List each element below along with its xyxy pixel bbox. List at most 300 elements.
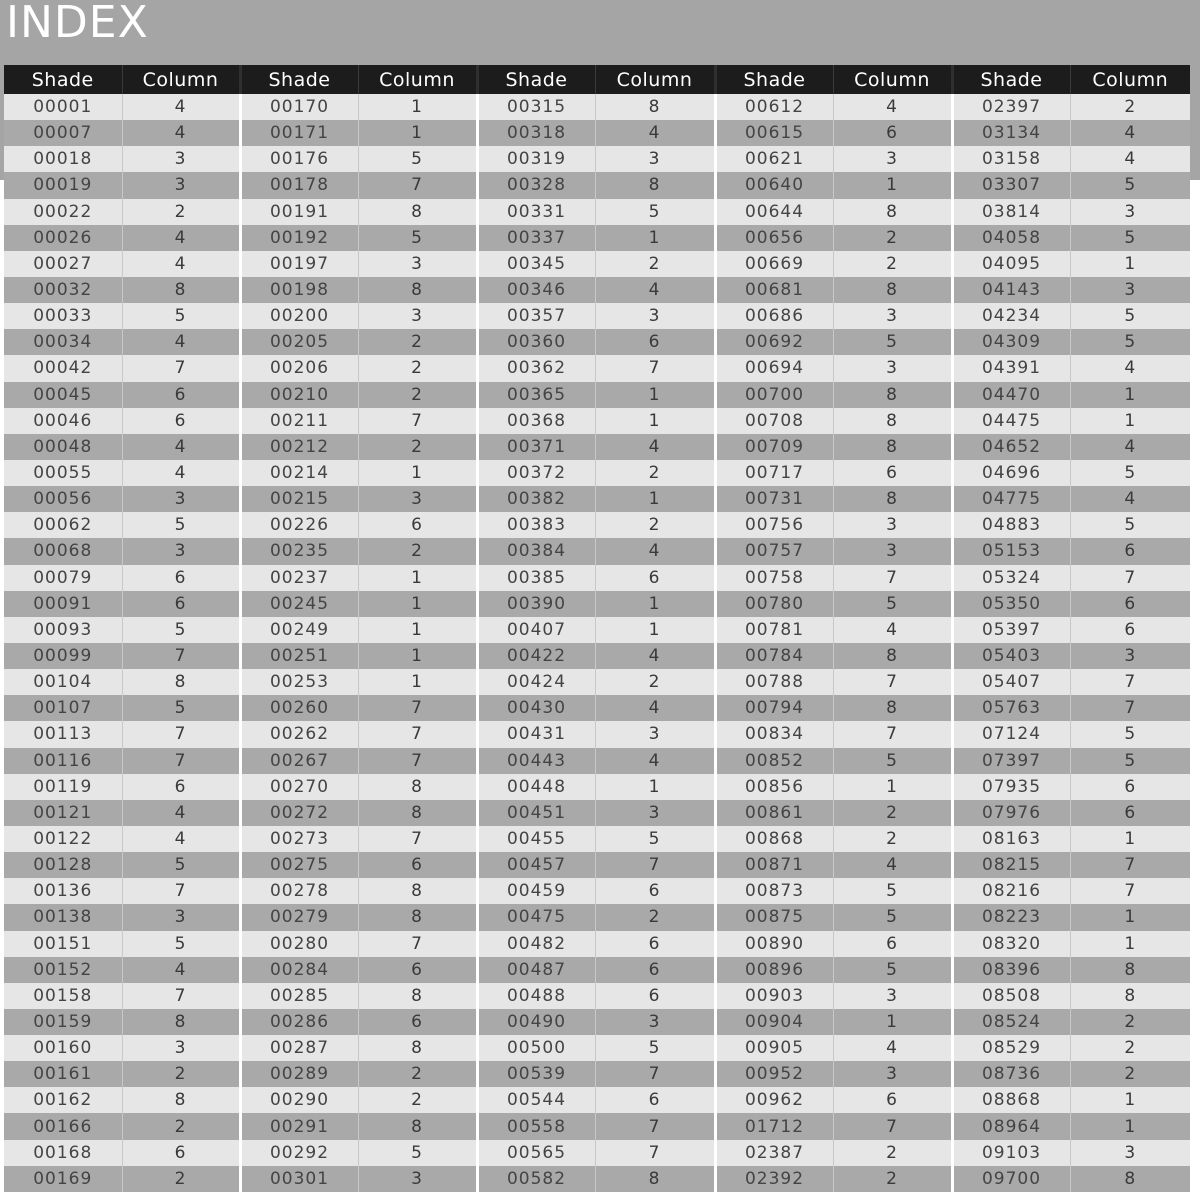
shade-cell: 08216 [952, 878, 1070, 904]
column-cell: 8 [833, 695, 952, 721]
shade-cell: 00270 [240, 774, 358, 800]
shade-cell: 00200 [240, 303, 358, 329]
shade-cell: 00169 [4, 1166, 122, 1192]
column-cell: 2 [595, 904, 715, 930]
column-cell: 6 [595, 1087, 715, 1113]
column-cell: 6 [1070, 617, 1190, 643]
shade-cell: 00301 [240, 1166, 358, 1192]
shade-cell: 00055 [4, 460, 122, 486]
shade-cell: 00475 [477, 904, 595, 930]
shade-cell: 04391 [952, 355, 1070, 381]
column-cell: 5 [595, 1035, 715, 1061]
column-cell: 3 [833, 303, 952, 329]
column-cell: 8 [358, 983, 477, 1009]
table-row [4, 172, 1190, 198]
column-cell: 8 [358, 199, 477, 225]
table-row [4, 617, 1190, 643]
column-cell: 2 [1070, 1061, 1190, 1087]
shade-cell: 00337 [477, 225, 595, 251]
column-cell: 1 [1070, 382, 1190, 408]
header-shade: Shade [477, 65, 595, 94]
shade-cell: 00694 [715, 355, 833, 381]
shade-cell: 00278 [240, 878, 358, 904]
column-cell: 5 [358, 146, 477, 172]
header-shade: Shade [4, 65, 122, 94]
column-cell: 8 [358, 904, 477, 930]
header-column: Column [1070, 65, 1190, 94]
column-cell: 7 [358, 408, 477, 434]
column-cell: 4 [122, 434, 240, 460]
shade-cell: 00210 [240, 382, 358, 408]
shade-cell: 00875 [715, 904, 833, 930]
column-cell: 7 [833, 1113, 952, 1139]
column-cell: 4 [122, 957, 240, 983]
column-cell: 2 [358, 1061, 477, 1087]
column-cell: 2 [595, 251, 715, 277]
column-cell: 5 [1070, 460, 1190, 486]
shade-cell: 00360 [477, 329, 595, 355]
column-cell: 4 [833, 852, 952, 878]
shade-cell: 00161 [4, 1061, 122, 1087]
column-cell: 3 [1070, 1140, 1190, 1166]
column-cell: 7 [122, 643, 240, 669]
table-row [4, 512, 1190, 538]
shade-cell: 00212 [240, 434, 358, 460]
column-cell: 2 [1070, 1009, 1190, 1035]
shade-cell: 00032 [4, 277, 122, 303]
column-cell: 2 [358, 1087, 477, 1113]
column-cell: 4 [122, 460, 240, 486]
shade-cell: 04775 [952, 486, 1070, 512]
shade-cell: 00093 [4, 617, 122, 643]
shade-cell: 00046 [4, 408, 122, 434]
column-cell: 2 [833, 1140, 952, 1166]
shade-cell: 00018 [4, 146, 122, 172]
column-cell: 4 [833, 1035, 952, 1061]
table-row [4, 408, 1190, 434]
shade-cell: 00151 [4, 931, 122, 957]
column-cell: 4 [595, 643, 715, 669]
column-cell: 3 [122, 146, 240, 172]
table-row [4, 878, 1190, 904]
shade-cell: 04883 [952, 512, 1070, 538]
column-cell: 7 [358, 172, 477, 198]
table-body [4, 94, 1190, 1192]
shade-cell: 00328 [477, 172, 595, 198]
column-cell: 3 [358, 1166, 477, 1192]
column-cell: 7 [358, 721, 477, 747]
shade-cell: 00113 [4, 721, 122, 747]
column-cell: 2 [122, 1061, 240, 1087]
shade-cell: 08320 [952, 931, 1070, 957]
column-cell: 3 [833, 1061, 952, 1087]
column-cell: 5 [1070, 512, 1190, 538]
column-cell: 8 [833, 199, 952, 225]
column-cell: 3 [1070, 199, 1190, 225]
shade-cell: 07935 [952, 774, 1070, 800]
column-cell: 7 [595, 1061, 715, 1087]
column-cell: 2 [358, 382, 477, 408]
shade-cell: 00273 [240, 826, 358, 852]
column-cell: 5 [833, 591, 952, 617]
column-cell: 2 [358, 434, 477, 460]
column-cell: 6 [358, 852, 477, 878]
column-cell: 4 [595, 120, 715, 146]
shade-cell: 00215 [240, 486, 358, 512]
shade-cell: 00868 [715, 826, 833, 852]
column-cell: 4 [595, 695, 715, 721]
column-cell: 3 [358, 251, 477, 277]
shade-cell: 00315 [477, 94, 595, 120]
shade-cell: 00612 [715, 94, 833, 120]
shade-cell: 00780 [715, 591, 833, 617]
shade-cell: 09103 [952, 1140, 1070, 1166]
table-row [4, 355, 1190, 381]
shade-cell: 00318 [477, 120, 595, 146]
shade-cell: 00291 [240, 1113, 358, 1139]
column-cell: 7 [833, 669, 952, 695]
shade-cell: 02397 [952, 94, 1070, 120]
column-cell: 6 [595, 957, 715, 983]
shade-cell: 08508 [952, 983, 1070, 1009]
column-cell: 1 [595, 591, 715, 617]
shade-cell: 00159 [4, 1009, 122, 1035]
shade-cell: 00166 [4, 1113, 122, 1139]
column-cell: 8 [833, 408, 952, 434]
column-cell: 4 [122, 94, 240, 120]
shade-cell: 00267 [240, 748, 358, 774]
shade-cell: 00138 [4, 904, 122, 930]
column-cell: 7 [1070, 669, 1190, 695]
shade-cell: 04058 [952, 225, 1070, 251]
shade-cell: 04652 [952, 434, 1070, 460]
shade-cell: 05763 [952, 695, 1070, 721]
column-cell: 2 [122, 1166, 240, 1192]
shade-cell: 00099 [4, 643, 122, 669]
column-cell: 2 [358, 355, 477, 381]
shade-cell: 00160 [4, 1035, 122, 1061]
column-cell: 7 [122, 878, 240, 904]
shade-cell: 00178 [240, 172, 358, 198]
column-cell: 8 [595, 1166, 715, 1192]
column-cell: 7 [595, 852, 715, 878]
shade-cell: 05403 [952, 643, 1070, 669]
shade-cell: 00582 [477, 1166, 595, 1192]
column-cell: 3 [595, 721, 715, 747]
column-cell: 5 [1070, 329, 1190, 355]
column-cell: 2 [833, 826, 952, 852]
shade-cell: 00544 [477, 1087, 595, 1113]
table-row [4, 303, 1190, 329]
table-row [4, 1009, 1190, 1035]
shade-cell: 00781 [715, 617, 833, 643]
column-cell: 3 [595, 303, 715, 329]
shade-cell: 00206 [240, 355, 358, 381]
column-cell: 4 [122, 329, 240, 355]
shade-cell: 00871 [715, 852, 833, 878]
shade-cell: 04309 [952, 329, 1070, 355]
shade-cell: 00062 [4, 512, 122, 538]
column-cell: 8 [833, 643, 952, 669]
shade-cell: 00136 [4, 878, 122, 904]
shade-cell: 00788 [715, 669, 833, 695]
shade-cell: 04696 [952, 460, 1070, 486]
shade-cell: 08524 [952, 1009, 1070, 1035]
column-cell: 3 [833, 355, 952, 381]
shade-cell: 00362 [477, 355, 595, 381]
column-cell: 1 [358, 591, 477, 617]
column-cell: 2 [1070, 1035, 1190, 1061]
shade-cell: 08223 [952, 904, 1070, 930]
shade-cell: 00681 [715, 277, 833, 303]
shade-cell: 08163 [952, 826, 1070, 852]
column-cell: 4 [833, 617, 952, 643]
column-cell: 4 [595, 538, 715, 564]
column-cell: 6 [122, 1140, 240, 1166]
shade-cell: 00904 [715, 1009, 833, 1035]
column-cell: 6 [122, 774, 240, 800]
shade-cell: 00152 [4, 957, 122, 983]
table-row [4, 748, 1190, 774]
column-cell: 1 [1070, 1113, 1190, 1139]
shade-cell: 00717 [715, 460, 833, 486]
table-row [4, 1140, 1190, 1166]
table-row [4, 721, 1190, 747]
column-cell: 6 [358, 1009, 477, 1035]
shade-cell: 00558 [477, 1113, 595, 1139]
table-row [4, 774, 1190, 800]
shade-cell: 00731 [715, 486, 833, 512]
column-cell: 5 [1070, 225, 1190, 251]
shade-cell: 07397 [952, 748, 1070, 774]
column-cell: 8 [358, 878, 477, 904]
column-cell: 4 [1070, 486, 1190, 512]
column-cell: 4 [595, 434, 715, 460]
column-cell: 2 [833, 800, 952, 826]
shade-cell: 00371 [477, 434, 595, 460]
shade-cell: 00170 [240, 94, 358, 120]
column-cell: 4 [122, 800, 240, 826]
shade-cell: 00451 [477, 800, 595, 826]
shade-cell: 00903 [715, 983, 833, 1009]
column-cell: 7 [595, 355, 715, 381]
shade-cell: 00368 [477, 408, 595, 434]
shade-cell: 00245 [240, 591, 358, 617]
table-row [4, 486, 1190, 512]
shade-cell: 00700 [715, 382, 833, 408]
shade-cell: 00500 [477, 1035, 595, 1061]
column-cell: 7 [1070, 695, 1190, 721]
shade-cell: 00197 [240, 251, 358, 277]
column-cell: 8 [833, 382, 952, 408]
column-cell: 1 [358, 643, 477, 669]
column-cell: 2 [358, 329, 477, 355]
shade-cell: 00192 [240, 225, 358, 251]
column-cell: 5 [595, 826, 715, 852]
column-cell: 2 [595, 669, 715, 695]
column-cell: 8 [1070, 983, 1190, 1009]
column-cell: 1 [595, 382, 715, 408]
shade-cell: 00784 [715, 643, 833, 669]
column-cell: 1 [595, 486, 715, 512]
column-cell: 1 [595, 617, 715, 643]
shade-cell: 00022 [4, 199, 122, 225]
shade-cell: 00539 [477, 1061, 595, 1087]
column-cell: 1 [1070, 904, 1190, 930]
column-cell: 5 [833, 878, 952, 904]
table-header-row [4, 65, 1190, 94]
shade-cell: 04234 [952, 303, 1070, 329]
shade-cell: 05397 [952, 617, 1070, 643]
shade-cell: 00644 [715, 199, 833, 225]
column-cell: 7 [122, 983, 240, 1009]
column-cell: 5 [122, 852, 240, 878]
table-row [4, 277, 1190, 303]
column-cell: 7 [833, 721, 952, 747]
shade-cell: 00068 [4, 538, 122, 564]
shade-cell: 00856 [715, 774, 833, 800]
shade-cell: 00621 [715, 146, 833, 172]
shade-cell: 00272 [240, 800, 358, 826]
column-cell: 8 [833, 486, 952, 512]
column-cell: 6 [1070, 800, 1190, 826]
header-shade: Shade [715, 65, 833, 94]
column-cell: 8 [1070, 957, 1190, 983]
column-cell: 5 [833, 957, 952, 983]
column-cell: 5 [833, 904, 952, 930]
shade-cell: 00007 [4, 120, 122, 146]
column-cell: 1 [358, 617, 477, 643]
column-cell: 6 [122, 382, 240, 408]
shade-cell: 00758 [715, 565, 833, 591]
column-cell: 6 [833, 460, 952, 486]
shade-cell: 00168 [4, 1140, 122, 1166]
column-cell: 7 [833, 565, 952, 591]
shade-cell: 00176 [240, 146, 358, 172]
column-cell: 7 [1070, 852, 1190, 878]
shade-cell: 00287 [240, 1035, 358, 1061]
shade-cell: 00487 [477, 957, 595, 983]
column-cell: 4 [1070, 146, 1190, 172]
column-cell: 7 [358, 748, 477, 774]
shade-cell: 08736 [952, 1061, 1070, 1087]
column-cell: 4 [595, 748, 715, 774]
column-cell: 8 [122, 669, 240, 695]
shade-cell: 08396 [952, 957, 1070, 983]
column-cell: 7 [122, 748, 240, 774]
shade-cell: 00226 [240, 512, 358, 538]
shade-cell: 00834 [715, 721, 833, 747]
shade-cell: 00431 [477, 721, 595, 747]
shade-cell: 00205 [240, 329, 358, 355]
shade-cell: 08868 [952, 1087, 1070, 1113]
shade-cell: 00249 [240, 617, 358, 643]
shade-cell: 00260 [240, 695, 358, 721]
shade-cell: 00615 [715, 120, 833, 146]
column-cell: 6 [1070, 591, 1190, 617]
column-cell: 7 [358, 931, 477, 957]
table-row [4, 120, 1190, 146]
column-cell: 5 [1070, 303, 1190, 329]
shade-cell: 05407 [952, 669, 1070, 695]
column-cell: 8 [595, 172, 715, 198]
table-row [4, 852, 1190, 878]
column-cell: 8 [833, 277, 952, 303]
table-row [4, 1113, 1190, 1139]
shade-cell: 00253 [240, 669, 358, 695]
header-column: Column [595, 65, 715, 94]
shade-cell: 00896 [715, 957, 833, 983]
table-row [4, 1061, 1190, 1087]
shade-cell: 00952 [715, 1061, 833, 1087]
table-row [4, 1087, 1190, 1113]
column-cell: 8 [122, 1009, 240, 1035]
shade-cell: 02387 [715, 1140, 833, 1166]
column-cell: 4 [1070, 434, 1190, 460]
column-cell: 7 [595, 1140, 715, 1166]
shade-cell: 00457 [477, 852, 595, 878]
column-cell: 7 [122, 355, 240, 381]
shade-cell: 00237 [240, 565, 358, 591]
shade-cell: 00116 [4, 748, 122, 774]
shade-cell: 03158 [952, 146, 1070, 172]
column-cell: 5 [122, 931, 240, 957]
shade-cell: 00121 [4, 800, 122, 826]
shade-cell: 00331 [477, 199, 595, 225]
column-cell: 1 [358, 460, 477, 486]
column-cell: 4 [122, 120, 240, 146]
column-cell: 5 [122, 303, 240, 329]
shade-cell: 07976 [952, 800, 1070, 826]
column-cell: 1 [833, 172, 952, 198]
shade-cell: 00383 [477, 512, 595, 538]
column-cell: 6 [122, 591, 240, 617]
column-cell: 1 [1070, 1087, 1190, 1113]
column-cell: 6 [595, 878, 715, 904]
shade-cell: 00107 [4, 695, 122, 721]
column-cell: 6 [358, 512, 477, 538]
column-cell: 6 [595, 329, 715, 355]
shade-cell: 00042 [4, 355, 122, 381]
column-cell: 3 [833, 146, 952, 172]
shade-cell: 00162 [4, 1087, 122, 1113]
shade-cell: 00280 [240, 931, 358, 957]
column-cell: 8 [358, 1035, 477, 1061]
shade-cell: 00656 [715, 225, 833, 251]
shade-cell: 00669 [715, 251, 833, 277]
shade-cell: 08964 [952, 1113, 1070, 1139]
shade-cell: 05350 [952, 591, 1070, 617]
column-cell: 1 [358, 120, 477, 146]
column-cell: 7 [122, 721, 240, 747]
shade-cell: 00390 [477, 591, 595, 617]
column-cell: 1 [358, 565, 477, 591]
column-cell: 5 [358, 225, 477, 251]
column-cell: 3 [1070, 277, 1190, 303]
shade-cell: 00346 [477, 277, 595, 303]
column-cell: 6 [1070, 538, 1190, 564]
shade-cell: 00214 [240, 460, 358, 486]
shade-cell: 05324 [952, 565, 1070, 591]
column-cell: 5 [833, 748, 952, 774]
column-cell: 1 [595, 408, 715, 434]
column-cell: 5 [833, 329, 952, 355]
column-cell: 1 [358, 669, 477, 695]
column-cell: 5 [122, 512, 240, 538]
header-column: Column [358, 65, 477, 94]
column-cell: 4 [1070, 355, 1190, 381]
shade-cell: 00686 [715, 303, 833, 329]
